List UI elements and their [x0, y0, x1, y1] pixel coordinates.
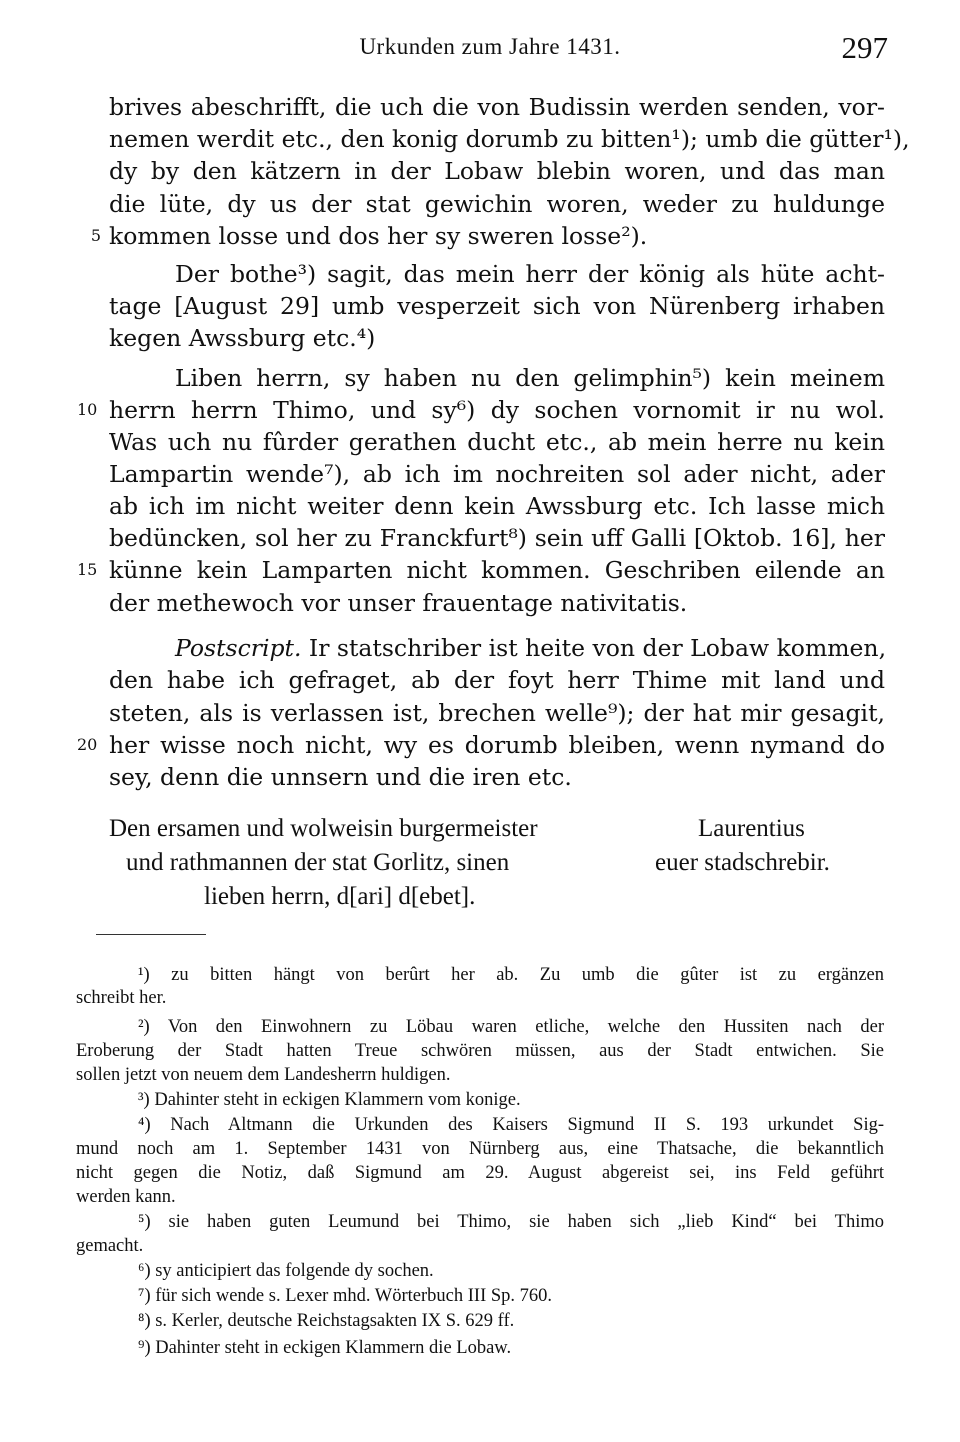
body-line [109, 663, 885, 697]
address-line: und rathmannen der stat Gorlitz, sinen [126, 849, 510, 876]
footnote-line: schreibt her. [76, 988, 167, 1008]
footnote-line: gemacht. [76, 1236, 144, 1256]
footnote-line: ⁸) s. Kerler, deutsche Reichstagsakten IX S. 629 ff. [138, 1311, 515, 1331]
body-line [109, 489, 885, 523]
running-header [0, 30, 960, 66]
footnote-line: mund noch am 1. September 1431 von Nürnberg aus, eine Thatsache, die bekanntlich [76, 1139, 884, 1159]
body-line [109, 187, 885, 221]
body-line [109, 90, 885, 124]
line-number: 15 [77, 560, 98, 579]
footnote-line: sollen jetzt von neuem dem Landesherrn huldigen. [76, 1065, 451, 1085]
body-line-text: der methewoch vor unser frauentage nativitatis. [109, 589, 688, 617]
address-line: Den ersamen und wolweisin burgermeister [109, 815, 538, 842]
postscript-label: Postscript. [175, 634, 309, 662]
body-line-text: brives abeschrifft, die uch die von Budissin werden senden, vor- [109, 93, 885, 121]
line-number: 20 [77, 735, 98, 754]
body-line-text: her wisse noch nicht, wy es dorumb bleiben, wenn nymand do [109, 731, 885, 759]
footnote-line: ⁶) sy anticipiert das folgende dy sochen. [138, 1261, 434, 1281]
footnote-line: Eroberung der Stadt hatten Treue schwören müssen, aus der Stadt entwichen. Sie [76, 1041, 884, 1061]
body-line-text: Der bothe³) sagit, das mein herr der könig als hüte acht- [175, 260, 885, 288]
line-number: 5 [90, 226, 101, 245]
body-line-text: künne kein Lamparten nicht kommen. Geschriben eilende an [109, 556, 885, 584]
body-line [109, 760, 572, 794]
body-line-text: sey, denn die unnsern und die iren etc. [109, 763, 572, 791]
body-line-text: die lüte, dy us der stat gewichin woren, weder zu huldunge [109, 190, 885, 218]
body-line-text: nemen werdit etc., den konig dorumb zu bitten¹); umb die gütter¹), [109, 125, 910, 153]
footnote-line: ⁴) Nach Altmann die Urkunden des Kaisers Sigmund II S. 193 urkundet Sig- [138, 1115, 884, 1135]
footnote-line: ³) Dahinter steht in eckigen Klammern vom konige. [138, 1090, 521, 1110]
address-line: lieben herrn, d[ari] d[ebet]. [204, 883, 476, 910]
body-line [175, 361, 885, 395]
body-line [77, 728, 885, 762]
footnote-line: ²) Von den Einwohnern zu Löbau waren etliche, welche den Hussiten nach der [138, 1017, 884, 1037]
body-line-text: dy by den kätzern in der Lobaw blebin woren, und das man [109, 157, 885, 185]
signature-title: euer stadschrebir. [655, 849, 830, 876]
body-line [109, 122, 910, 156]
body-line-text: Ir statschriber ist heite von der Lobaw kommen, [308, 634, 887, 662]
footnote-line: ⁹) Dahinter steht in eckigen Klammern die Lobaw. [138, 1338, 512, 1358]
signature-name: Laurentius [698, 815, 805, 842]
line-number: 10 [77, 400, 98, 419]
body-line [77, 393, 885, 427]
body-line [109, 457, 885, 491]
body-line-text: tage [August 29] umb vesperzeit sich von Nürenberg irhaben [109, 292, 885, 320]
body-line [109, 321, 375, 355]
body-line-text: bedüncken, sol her zu Franckfurt⁸) sein uff Galli [Oktob. 16], her [109, 524, 885, 552]
page-number: 297 [841, 30, 888, 65]
footnote-divider [96, 934, 206, 935]
footnote-line: ⁷) für sich wende s. Lexer mhd. Wörterbuch III Sp. 760. [138, 1286, 553, 1306]
body-line-text: steten, als is verlassen ist, brechen welle⁹); der hat mir gesagit, [109, 699, 885, 727]
body-line-text: Liben herrn, sy haben nu den gelimphin⁵) kein meinem [175, 364, 885, 392]
footnote-line: ¹) zu bitten hängt von berûrt her ab. Zu umb die gûter ist zu ergänzen [138, 965, 884, 985]
footnote-line: werden kann. [76, 1187, 176, 1207]
body-line-text: den habe ich gefraget, ab der foyt herr Thime mit land und [109, 666, 885, 694]
body-line [109, 425, 885, 459]
body-line-text: herrn herrn Thimo, und sy⁶) dy sochen vornomit ir nu wol. [109, 396, 885, 424]
body-line-text: ab ich im nicht weiter denn kein Awssburg etc. Ich lasse mich [109, 492, 885, 520]
body-line [109, 154, 885, 188]
running-title: Urkunden zum Jahre 1431. [359, 34, 621, 59]
body-line [109, 289, 885, 323]
body-line [175, 257, 885, 291]
body-line [90, 219, 648, 253]
footnote-line: ⁵) sie haben guten Leumund bei Thimo, sie haben sich „lieb Kind“ bei Thimo [138, 1212, 884, 1232]
body-line [109, 521, 885, 555]
body-line [175, 631, 885, 665]
body-line-text: kommen losse und dos her sy sweren losse²). [109, 222, 648, 250]
footnote-line: nicht gegen die Notiz, daß Sigmund am 29. August abgereist sei, ins Feld geführt [76, 1163, 884, 1183]
body-line [77, 553, 885, 587]
body-line [109, 586, 687, 620]
body-line-text: Was uch nu fûrder gerathen ducht etc., ab mein herre nu kein [109, 428, 885, 456]
body-line-text: Lampartin wende⁷), ab ich im nochreiten sol ader nicht, ader [109, 460, 885, 488]
body-line [109, 696, 885, 730]
body-line-text: kegen Awssburg etc.⁴) [109, 324, 376, 352]
